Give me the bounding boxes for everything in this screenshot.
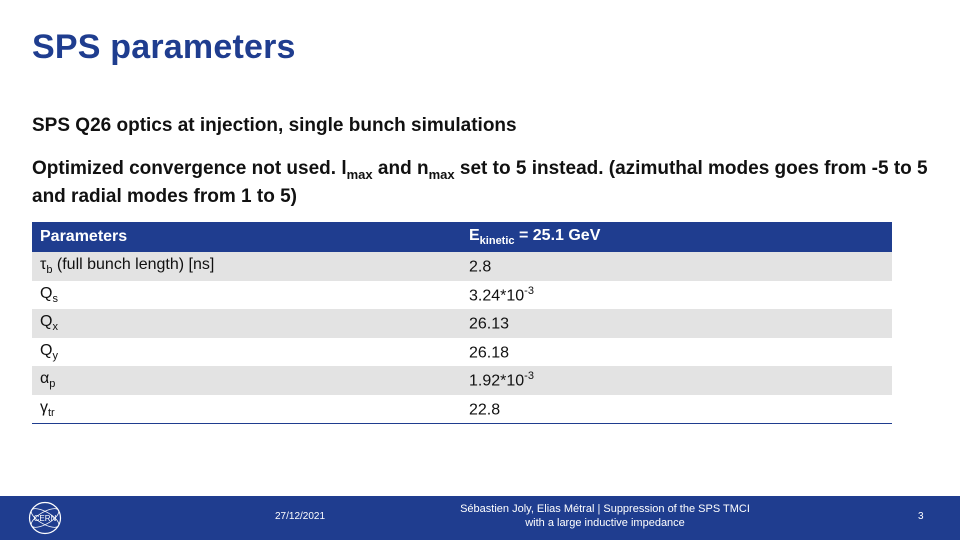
param-value: 22.8 — [469, 400, 501, 418]
slide-footer — [0, 496, 960, 540]
param-value: 1.92*10 — [469, 372, 525, 390]
param-value-cell — [461, 366, 892, 395]
table-row — [32, 252, 892, 281]
note-text-3: set to 5 instead. (azimuthal modes goes from -5 to 5 and radial modes from 1 to 5) — [32, 158, 928, 207]
param-value-cell — [461, 281, 892, 310]
slide-title: SPS parameters — [32, 28, 296, 66]
param-value: 26.13 — [469, 315, 510, 333]
note-text-1: Optimized convergence not used. l — [32, 158, 347, 179]
param-value-cell — [461, 309, 892, 338]
header-energy — [461, 222, 892, 252]
param-subscript: s — [52, 292, 58, 305]
param-subscript: p — [49, 378, 56, 391]
param-value: 2.8 — [469, 258, 492, 276]
footer-authors — [440, 502, 770, 530]
param-name-cell — [32, 366, 461, 395]
param-symbol: α — [40, 370, 50, 388]
param-name-cell — [32, 338, 461, 367]
table-row — [32, 366, 892, 395]
header-energy-symbol: E — [469, 226, 480, 244]
cern-logo-icon — [28, 501, 62, 535]
note-text-2: and n — [372, 158, 429, 179]
table-row — [32, 281, 892, 310]
param-value-cell — [461, 395, 892, 424]
footer-authors-line1: Sébastien Joly, Elias Métral | Suppression of the SPS TMCI — [460, 503, 750, 515]
param-subscript: x — [52, 321, 58, 334]
param-description: (full bunch length) [ns] — [52, 256, 215, 274]
table-row — [32, 338, 892, 367]
param-subscript: tr — [48, 406, 55, 419]
param-subscript: b — [46, 264, 53, 277]
table-row — [32, 309, 892, 338]
param-name-cell — [32, 395, 461, 424]
param-symbol: γ — [40, 398, 48, 416]
footer-date: 27/12/2021 — [275, 511, 326, 522]
parameters-table — [32, 222, 892, 424]
param-subscript: y — [52, 349, 58, 362]
convergence-note — [32, 158, 932, 208]
param-symbol: Q — [40, 341, 53, 359]
param-value-exponent: -3 — [524, 370, 534, 383]
param-symbol: τ — [40, 256, 47, 274]
slide-subtitle: SPS Q26 optics at injection, single bunch simulations — [32, 115, 517, 136]
header-energy-sub: kinetic — [479, 235, 515, 248]
page-number: 3 — [918, 511, 924, 522]
param-symbol: Q — [40, 284, 53, 302]
param-name-cell — [32, 309, 461, 338]
param-value: 3.24*10 — [469, 286, 525, 304]
table-header-row — [32, 222, 892, 252]
param-value-cell — [461, 338, 892, 367]
note-sub-1: max — [346, 166, 373, 182]
param-value: 26.18 — [469, 343, 510, 361]
note-sub-2: max — [428, 166, 455, 182]
param-name-cell — [32, 281, 461, 310]
logo-text: CERN — [33, 514, 57, 523]
table-row — [32, 395, 892, 424]
param-value-cell — [461, 252, 892, 281]
param-symbol: Q — [40, 313, 53, 331]
param-name-cell — [32, 252, 461, 281]
header-energy-value: = 25.1 GeV — [514, 226, 601, 244]
param-value-exponent: -3 — [524, 284, 534, 297]
header-parameters: Parameters — [32, 222, 461, 252]
footer-authors-line2: with a large inductive impedance — [525, 517, 685, 529]
